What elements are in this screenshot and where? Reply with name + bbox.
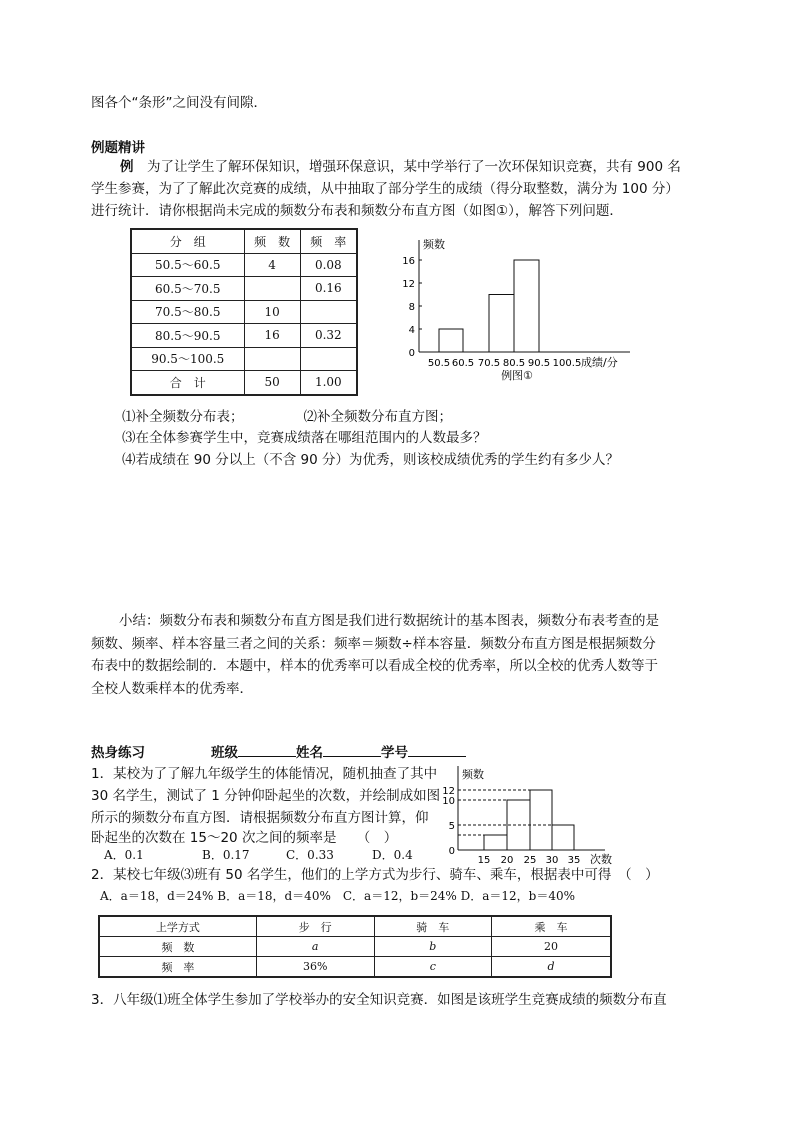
y-tick-label: 16 <box>402 256 415 267</box>
x-tick-label: 80.5 <box>502 358 526 369</box>
y-tick-label: 4 <box>408 325 415 336</box>
x-tick-label: 90.5 <box>527 358 551 369</box>
histogram-bar <box>484 835 507 850</box>
summary-line-1: 小结：频数分布表和频数分布直方图是我们进行数据统计的基本图表，频数分布表考查的是 <box>119 613 659 629</box>
y-tick-label: 12 <box>402 279 415 290</box>
histogram-bar <box>552 825 574 850</box>
class-label: 班级 <box>211 745 238 761</box>
name-label: 姓名 <box>296 745 323 761</box>
x-axis-label: 次数 <box>590 853 612 866</box>
table-row: 频 率 36% c d <box>99 957 611 978</box>
histogram-situps <box>440 762 620 870</box>
table-row: 90.5～100.5 <box>131 347 357 371</box>
x-tick-label: 20 <box>500 855 514 866</box>
class-field[interactable] <box>238 742 296 757</box>
x-tick-label: 15 <box>477 855 491 866</box>
y-axis-label: 频数 <box>423 238 445 251</box>
header-cell: 频 率 <box>300 229 357 253</box>
y-tick-label: 12 <box>442 786 455 797</box>
table-row: 频 数 a b 20 <box>99 937 611 957</box>
question-2: ⑵补全频数分布直方图； <box>303 409 452 425</box>
y-tick-label: 8 <box>408 302 415 313</box>
intro-tail: 图各个“条形”之间没有间隙． <box>91 95 267 111</box>
question-3: ⑶在全体参赛学生中，竞赛成绩落在哪组范围内的人数最多？ <box>122 430 487 446</box>
table-row: 80.5～90.5 16 0.32 <box>131 324 357 348</box>
example-line-2: 学生参赛，为了了解此次竞赛的成绩，从中抽取了部分学生的成绩（得分取整数，满分为 100 分） <box>91 181 679 197</box>
x-tick-label: 70.5 <box>477 358 501 369</box>
problem-2-options: A．a＝18，d＝24% B．a＝18，d＝40% C．a＝12，b＝24% D．a＝12，b＝40% <box>100 889 576 903</box>
chart-caption: 例图① <box>501 369 533 382</box>
table-row: 60.5～70.5 0.16 <box>131 277 357 301</box>
summary-line-4: 全校人数乘样本的优秀率． <box>91 681 253 697</box>
y-tick-label: 5 <box>448 821 455 832</box>
histogram-bar <box>439 329 463 352</box>
table-row: 70.5～80.5 10 <box>131 300 357 324</box>
problem-1-options: A．0.1 B．0.17 C．0.33 D．0.4 <box>104 848 413 862</box>
frequency-table <box>130 228 358 396</box>
header-cell: 频 数 <box>244 229 300 253</box>
table-row: 50.5～60.5 4 0.08 <box>131 253 357 277</box>
example-line-1: 为了让学生了解环保知识，增强环保意识，某中学举行了一次环保知识竞赛，共有 900 名 <box>147 159 681 175</box>
commute-table: 上学方式 步 行 骑 车 乘 车 频 数 a b 20 频 率 36% c d <box>98 915 612 978</box>
histogram-bar <box>530 790 552 850</box>
header-cell: 分 组 <box>131 229 244 253</box>
histogram-example <box>395 232 655 392</box>
table-row: 合 计 50 1.00 <box>131 371 357 395</box>
id-label: 学号 <box>381 745 408 761</box>
y-axis-label: 频数 <box>462 768 484 781</box>
question-4: ⑷若成绩在 90 分以上（不含 90 分）为优秀，则该校成绩优秀的学生约有多少人？ <box>122 452 620 468</box>
section-title-examples: 例题精讲 <box>91 140 145 156</box>
y-tick-label: 0 <box>408 348 415 359</box>
y-tick-label: 0 <box>448 846 455 857</box>
histogram-bar <box>489 295 514 353</box>
problem-1-line-1: 1．某校为了了解九年级学生的体能情况，随机抽查了其中 <box>91 766 438 782</box>
summary-line-2: 频数、频率、样本容量三者之间的关系：频率＝频数÷样本容量．频数分布直方图是根据频数分 <box>91 636 656 652</box>
question-1: ⑴补全频数分布表； <box>122 409 244 425</box>
x-tick-label: 60.5 <box>451 358 475 369</box>
x-axis-label: 成绩/分 <box>581 356 618 369</box>
problem-1-line-3: 所示的频数分布直方图．请根据频数分布直方图计算，仰 <box>91 810 429 826</box>
problem-3-text: 3．八年级⑴班全体学生参加了学校举办的安全知识竞赛．如图是该班学生竞赛成绩的频数分布直 <box>91 992 667 1008</box>
x-tick-label: 35 <box>567 855 581 866</box>
problem-1-line-2: 30 名学生，测试了 1 分钟仰卧起坐的次数，并绘制成如图 <box>91 788 441 804</box>
warmup-header <box>91 742 466 763</box>
id-field[interactable] <box>408 742 466 757</box>
x-tick-label: 30 <box>545 855 559 866</box>
name-field[interactable] <box>323 742 381 757</box>
problem-1-line-4: 卧起坐的次数在 15～20 次之间的频率是 （ ） <box>91 830 398 846</box>
x-tick-label: 50.5 <box>427 358 451 369</box>
section-title-warmup: 热身练习 <box>91 745 145 761</box>
x-tick-label: 25 <box>523 855 537 866</box>
example-line-3: 进行统计．请你根据尚未完成的频数分布表和频数分布直方图（如图①），解答下列问题． <box>91 203 623 219</box>
y-tick-label: 10 <box>442 796 455 807</box>
example-label: 例 <box>120 159 134 175</box>
histogram-bar <box>514 260 539 352</box>
summary-line-3: 布表中的数据绘制的．本题中，样本的优秀率可以看成全校的优秀率，所以全校的优秀人数等于 <box>91 658 658 674</box>
x-tick-label: 100.5 <box>552 358 582 369</box>
problem-2-text: 2．某校七年级⑶班有 50 名学生，他们的上学方式为步行、骑车、乘车，根据表中可得 （ ） <box>91 867 659 883</box>
